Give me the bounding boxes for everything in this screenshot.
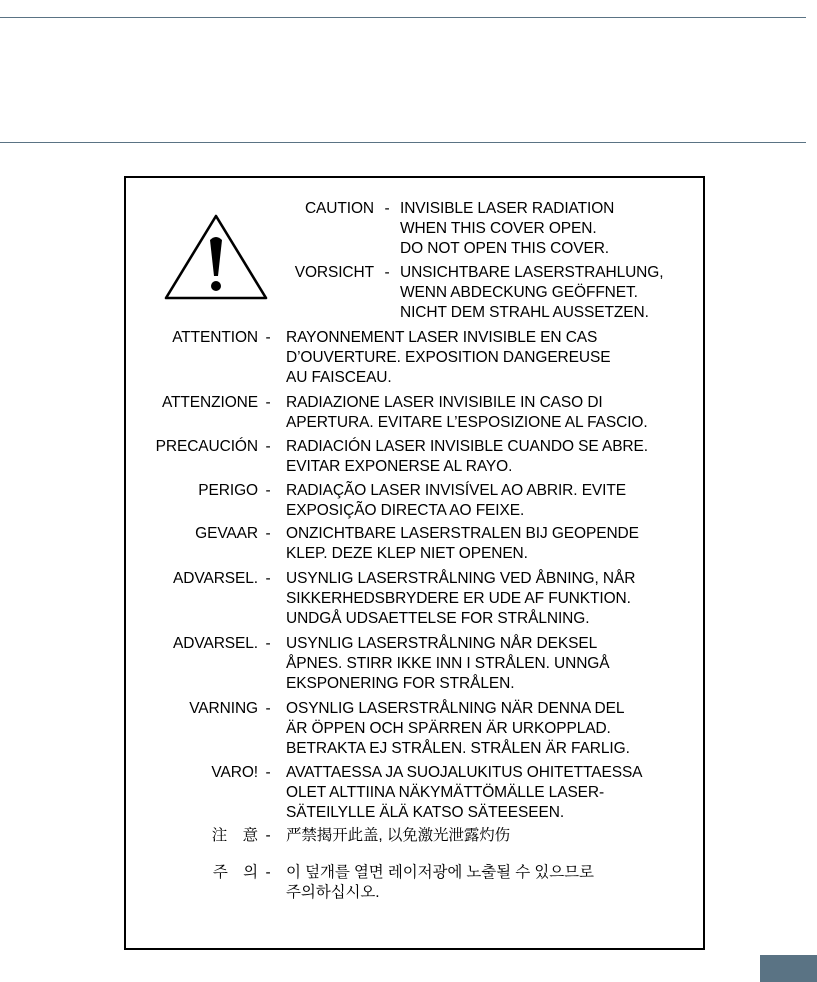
warning-dash: - (265, 525, 271, 542)
warning-dash: - (265, 570, 271, 587)
header-rule-top (0, 17, 806, 18)
warning-dash: - (384, 264, 390, 281)
warning-text-line: EKSPONERING FOR STRÅLEN. (286, 675, 515, 692)
warning-dash: - (265, 635, 271, 652)
warning-text-line: AU FAISCEAU. (286, 369, 392, 386)
laser-warning-label (124, 176, 705, 950)
warning-label: ADVARSEL. (173, 635, 258, 652)
warning-triangle-icon (162, 212, 270, 304)
warning-dash: - (265, 394, 271, 411)
warning-label: PRECAUCIÓN (155, 438, 258, 455)
warning-text-line: 주의하십시오. (286, 884, 380, 901)
warning-label: ADVARSEL. (173, 570, 258, 587)
warning-text-line: ONZICHTBARE LASERSTRALEN BIJ GEOPENDE (286, 525, 639, 542)
warning-text-line: DO NOT OPEN THIS COVER. (400, 240, 609, 257)
warning-dash: - (265, 438, 271, 455)
warning-dash: - (265, 700, 271, 717)
warning-label: VARNING (189, 700, 258, 717)
warning-text-line: KLEP. DEZE KLEP NIET OPENEN. (286, 545, 528, 562)
warning-text-line: ÅPNES. STIRR IKKE INN I STRÅLEN. UNNGÅ (286, 655, 610, 672)
warning-dash: - (265, 764, 271, 781)
warning-text-line: APERTURA. EVITARE L’ESPOSIZIONE AL FASCIO. (286, 414, 648, 431)
warning-text-line: NICHT DEM STRAHL AUSSETZEN. (400, 304, 649, 321)
warning-label: ATTENTION (172, 329, 258, 346)
warning-dash: - (384, 200, 390, 217)
warning-text-line: AVATTAESSA JA SUOJALUKITUS OHITETTAESSA (286, 764, 643, 781)
warning-text-line: RADIAÇÃO LASER INVISÍVEL AO ABRIR. EVITE (286, 482, 626, 499)
warning-text-line: BETRAKTA EJ STRÅLEN. STRÅLEN ÄR FARLIG. (286, 740, 630, 757)
warning-text-line: OSYNLIG LASERSTRÅLNING NÄR DENNA DEL (286, 700, 625, 717)
warning-text-line: INVISIBLE LASER RADIATION (400, 200, 615, 217)
warning-text-line: EXPOSIÇÃO DIRECTA AO FEIXE. (286, 502, 525, 519)
warning-text-line: RADIAZIONE LASER INVISIBILE IN CASO DI (286, 394, 603, 411)
warning-label: CAUTION (304, 200, 374, 217)
warning-label: GEVAAR (195, 525, 258, 542)
warning-text-line: USYNLIG LASERSTRÅLNING VED ÅBNING, NÅR (286, 570, 636, 587)
warning-label: 주 의 (212, 864, 258, 881)
warning-text-line: 严禁揭开此盖, 以免激光泄露灼伤 (286, 827, 511, 844)
warning-text-line: 이 덮개를 열면 레이저광에 노출될 수 있으므로 (286, 864, 594, 881)
warning-label: VORSICHT (294, 264, 374, 281)
warning-dash: - (265, 827, 271, 844)
warning-text-line: USYNLIG LASERSTRÅLNING NÅR DEKSEL (286, 635, 598, 652)
warning-dash: - (265, 329, 271, 346)
warning-text-line: ÄR ÖPPEN OCH SPÄRREN ÄR URKOPPLAD. (286, 720, 611, 737)
warning-dash: - (265, 482, 271, 499)
warning-dash: - (265, 864, 271, 881)
warning-text-line: OLET ALTTIINA NÄKYMÄTTÖMÄLLE LASER- (286, 784, 605, 801)
warning-text-line: UNSICHTBARE LASERSTRAHLUNG, (400, 264, 664, 281)
warning-text-line: SIKKERHEDSBRYDERE ER UDE AF FUNKTION. (286, 590, 631, 607)
warning-label: VARO! (211, 764, 258, 781)
header-rule-bottom (0, 142, 806, 143)
warning-text-line: RADIACIÓN LASER INVISIBLE CUANDO SE ABRE. (286, 438, 648, 455)
warning-text-line: D’OUVERTURE. EXPOSITION DANGEREUSE (286, 349, 611, 366)
warning-text-line: WHEN THIS COVER OPEN. (400, 220, 597, 237)
warning-text-line: WENN ABDECKUNG GEÖFFNET. (400, 284, 638, 301)
warning-label: PERIGO (198, 482, 258, 499)
warning-text-line: UNDGÅ UDSAETTELSE FOR STRÅLNING. (286, 610, 590, 627)
page-tab (760, 955, 817, 982)
warning-text-line: RAYONNEMENT LASER INVISIBLE EN CAS (286, 329, 598, 346)
warning-label: ATTENZIONE (161, 394, 258, 411)
warning-text-line: SÄTEILYLLE ÄLÄ KATSO SÄTEESEEN. (286, 804, 565, 821)
warning-text-line: EVITAR EXPONERSE AL RAYO. (286, 458, 513, 475)
warning-label: 注 意 (211, 827, 258, 844)
